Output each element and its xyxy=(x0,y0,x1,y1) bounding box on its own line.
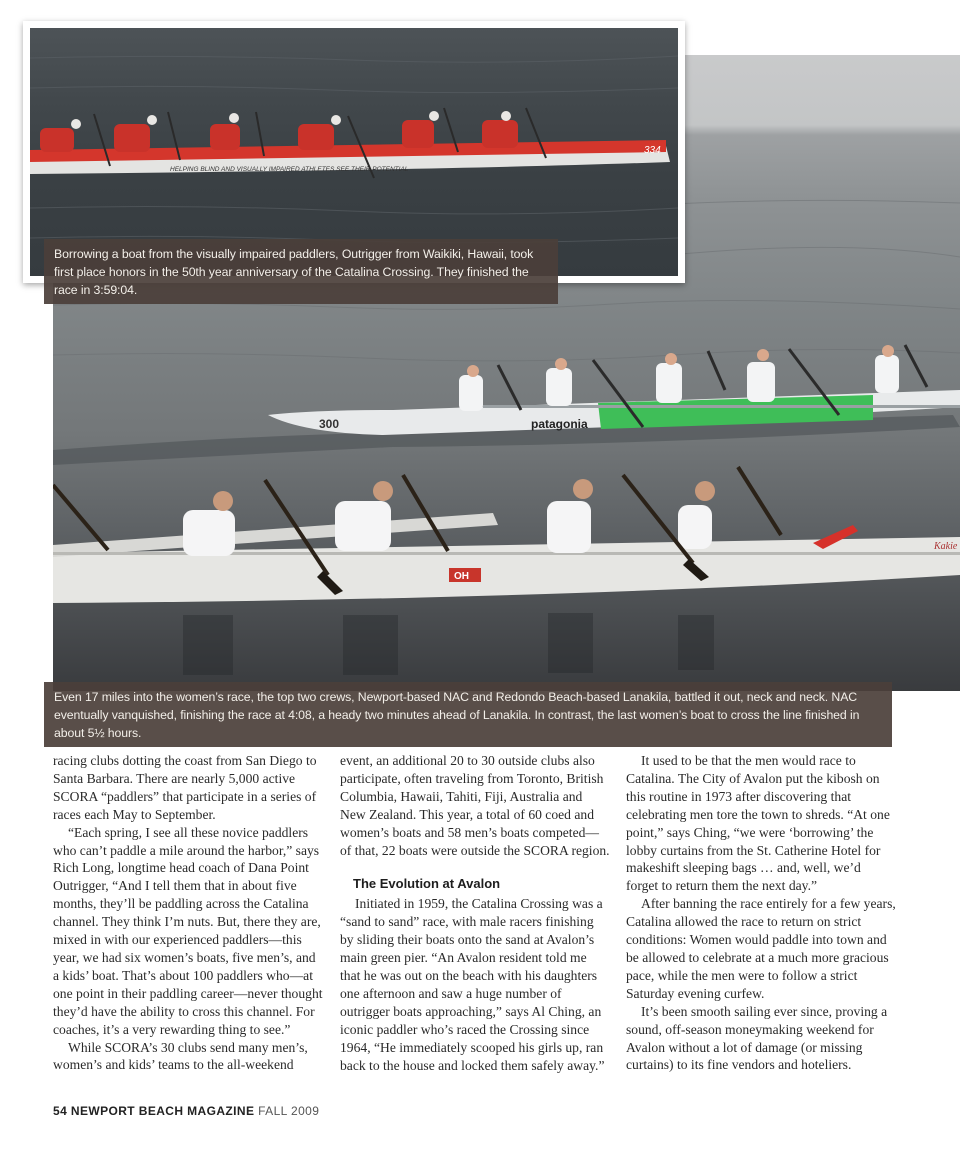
article-column-3 xyxy=(626,752,896,1074)
article-column-2 xyxy=(340,752,610,1074)
paragraph: It’s been smooth sailing ever since, proving a sound, off-season moneymaking weekend for Avalon without a lot of damage (or missing curtains) to its fine vendors and hoteliers. xyxy=(626,1003,888,1073)
paragraph: racing clubs dotting the coast from San Diego to Santa Barbara. There are nearly 5,000 active SCORA “paddlers” that participate in a series of races each May to September. xyxy=(53,753,317,822)
paragraph: While SCORA’s 30 clubs send many men’s, women’s and kids’ teams to the all-weekend xyxy=(53,1039,308,1073)
inset-canoe xyxy=(30,108,670,178)
magazine-name: NEWPORT BEACH MAGAZINE xyxy=(70,1104,255,1118)
inset-photo-caption: Borrowing a boat from the visually impaired paddlers, Outrigger from Waikiki, Hawaii, took first place honors in the 50th year anniversary of the Catalina Crossing. They finished the race in 3:59:04. xyxy=(44,239,558,304)
paragraph: “Each spring, I see all these novice paddlers who can’t paddle a mile around the harbor,” says Rich Long, longtime head coach of Dana Point Outrigger, “And I tell them that in about five months, they’ll be paddling across the Catalina channel. They think I’m nuts. But, there they are, mixed in with our experienced paddlers—this year, we had six women’s boats, five men’s, and a kids’ boat. That’s about 100 paddlers who—at one point in their paddling career—never thought they’d have the ability to cross this channel. For coaches, it’s a very rewarding thing to see.” xyxy=(53,824,323,1037)
paragraph: It used to be that the men would race to Catalina. The City of Avalon put the kibosh on this routine in 1973 after discovering that celebrating men tore the town to shreds. “At one point,” says Ching, “we were ‘borrowing’ the lobby curtains from the St. Catherine Hotel for makeshift sleeping bags … and, well, we’d forget to return them the next day.” xyxy=(626,753,890,894)
paragraph: Initiated in 1959, the Catalina Crossing was a “sand to sand” race, with male racers finishing by sliding their boats onto the sand at Avalon’s main green pier. “An Avalon resident told me that he was out on the beach with his daughters one afternoon and saw a huge number of outrigger boats approaching,” says Al Ching, an iconic paddler who’s raced the Crossing since 1964, “He immediately scooped his girls up, ran back to the house and locked them safely away.” xyxy=(340,896,605,1073)
page-number: 54 xyxy=(53,1104,68,1118)
near-boat-logo: OH xyxy=(454,571,469,582)
main-photo-caption: Even 17 miles into the women’s race, the top two crews, Newport-based NAC and Redondo Beach-based Lanakila, battled it out, neck and neck. NAC eventually vanquished, finishing the race at 4:08, a heady two minutes ahead of Lanakila. In contrast, the last women’s boat to cross the line finished in about 5½ hours. xyxy=(44,682,892,747)
paragraph: After banning the race entirely for a few years, Catalina allowed the race to return on strict conditions: Women would paddle into town and be allowed to celebrate at a much more gracious pace, while the men were to follow a strict Saturday evening curfew. xyxy=(626,896,896,1001)
far-boat-number: 300 xyxy=(319,417,340,431)
section-subhead: The Evolution at Avalon xyxy=(353,876,501,892)
near-boat-name: Kakie xyxy=(934,541,958,552)
near-canoe xyxy=(53,467,960,603)
inset-bow-number: 334 xyxy=(644,145,661,156)
page-footer xyxy=(53,1104,319,1118)
paragraph: event, an additional 20 to 30 outside clubs also participate, often traveling from Toronto, British Columbia, Hawaii, Tahiti, Fiji, Australia and New Zealand. This year, a total of 60 coed and women’s boats and 58 men’s boats competed—of that, 22 boats were outside the SCORA region. xyxy=(340,753,610,858)
far-boat-sponsor: patagonia xyxy=(531,417,588,431)
issue-label: FALL 2009 xyxy=(258,1104,320,1118)
article-column-1 xyxy=(53,752,323,1074)
inset-hull-text: HELPING BLIND AND VISUALLY IMPAIRED ATHLETES SEE THEIR POTENTIAL xyxy=(170,166,409,173)
